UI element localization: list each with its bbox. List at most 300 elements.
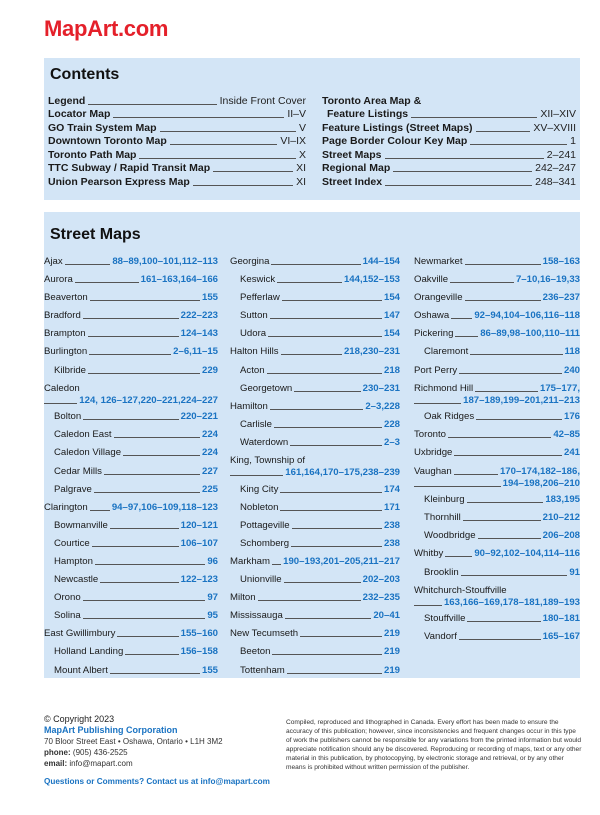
entry-line <box>44 256 218 268</box>
leader-line <box>451 318 472 319</box>
leader-line <box>448 437 551 438</box>
leader-line <box>193 185 293 186</box>
leader-line <box>282 300 382 301</box>
contents-entry-label: Feature Listings <box>327 108 409 120</box>
leader-line <box>94 492 200 493</box>
map-pages: 165–167 <box>542 631 580 643</box>
map-pages: 147 <box>383 310 400 322</box>
leader-line <box>454 474 498 475</box>
email-link[interactable]: info@mapart.com <box>69 759 133 768</box>
sub-location-entry[interactable] <box>414 342 580 360</box>
leader-line <box>454 455 562 456</box>
map-pages: 225 <box>201 483 218 495</box>
location-entry[interactable] <box>414 581 580 610</box>
sub-location-entry[interactable] <box>44 661 218 679</box>
entry-line <box>44 429 218 441</box>
sub-location-entry[interactable] <box>230 324 400 342</box>
contents-entry[interactable] <box>322 121 576 135</box>
leader-line <box>281 354 342 355</box>
contents-entry-page: 248–341 <box>535 175 576 188</box>
entry-line <box>44 411 218 423</box>
location-name: Brampton <box>44 328 86 340</box>
map-pages: 155–160 <box>180 628 218 640</box>
location-name: Palgrave <box>54 483 92 495</box>
email-line <box>44 758 274 769</box>
entry-line-2 <box>414 478 580 490</box>
leader-line <box>114 437 200 438</box>
sub-location-entry[interactable] <box>414 526 580 544</box>
contents-left-column <box>48 94 306 189</box>
contents-entry-page: V <box>298 121 306 134</box>
location-name: Bolton <box>54 411 82 423</box>
street-maps-column-3 <box>414 252 580 645</box>
location-entry[interactable] <box>414 306 580 324</box>
sub-location-entry[interactable] <box>44 606 218 624</box>
entry-line <box>230 292 400 304</box>
location-name: Hamilton <box>230 400 268 412</box>
contents-entry-label: Legend <box>48 94 86 107</box>
location-name: Milton <box>230 592 256 604</box>
map-pages: 96 <box>207 556 218 567</box>
entry-line <box>414 365 580 377</box>
location-entry[interactable] <box>414 361 580 379</box>
sub-location-entry[interactable] <box>414 508 580 526</box>
location-name: Whitby <box>414 548 444 560</box>
location-name: Newmarket <box>414 256 463 267</box>
sub-location-entry[interactable] <box>230 415 400 433</box>
location-name: Acton <box>240 364 265 376</box>
location-name: Udora <box>240 328 267 340</box>
entry-line <box>230 665 400 677</box>
entry-line <box>44 383 218 395</box>
phone-line <box>44 747 274 758</box>
map-pages: 240 <box>563 364 580 376</box>
entry-line <box>414 466 580 478</box>
map-pages: 232–235 <box>362 592 400 604</box>
leader-line <box>90 300 200 301</box>
sub-location-entry[interactable] <box>230 361 400 379</box>
entry-line <box>230 610 400 622</box>
leader-line <box>160 131 296 132</box>
street-maps-column-2 <box>230 252 400 679</box>
leader-line <box>292 528 382 529</box>
sub-location-entry[interactable] <box>414 490 580 508</box>
map-pages: 206–208 <box>542 530 580 542</box>
entry-line <box>414 383 580 395</box>
sub-location-entry[interactable] <box>44 588 218 606</box>
location-entry[interactable] <box>414 252 580 270</box>
location-entry[interactable] <box>230 252 400 270</box>
contents-entry[interactable] <box>322 148 576 162</box>
contents-entry[interactable] <box>48 94 306 108</box>
contents-entry[interactable] <box>48 148 306 162</box>
map-pages: 120–121 <box>180 519 218 531</box>
leader-line <box>100 582 178 583</box>
contents-entry-label: Toronto Path Map <box>48 148 137 161</box>
leader-line <box>117 636 178 637</box>
location-name: Woodbridge <box>424 530 476 542</box>
location-entry[interactable] <box>230 552 400 570</box>
location-name: Vandorf <box>424 631 457 643</box>
map-pages: 2–3,228 <box>365 400 400 412</box>
map-pages-continued: 194–198,206–210 <box>502 477 580 489</box>
entry-line <box>44 346 218 358</box>
sub-location-entry[interactable] <box>230 379 400 397</box>
leader-line <box>280 510 382 511</box>
location-name: Mount Albert <box>54 664 108 676</box>
location-entry[interactable] <box>44 342 218 360</box>
sub-location-entry[interactable] <box>414 407 580 425</box>
map-pages: 183,195 <box>545 494 580 506</box>
entry-line <box>44 466 218 478</box>
map-pages: 238 <box>383 519 400 531</box>
entry-line-2 <box>230 467 400 479</box>
entry-line <box>414 567 580 579</box>
map-pages: 222–223 <box>180 310 218 322</box>
location-name: Orono <box>54 592 81 604</box>
leader-line <box>463 520 541 521</box>
location-entry[interactable] <box>414 443 580 461</box>
map-pages: 42–85 <box>553 429 580 441</box>
sub-location-entry[interactable] <box>230 306 400 324</box>
contents-entry-label: Street Maps <box>322 148 382 161</box>
map-pages: 224 <box>201 447 218 459</box>
map-pages: 241 <box>563 447 580 459</box>
location-name: Kleinburg <box>424 494 465 506</box>
entry-line <box>44 665 218 677</box>
leader-line <box>75 282 139 283</box>
location-name: Georgina <box>230 256 270 267</box>
map-pages: 97 <box>207 592 218 604</box>
location-entry[interactable] <box>414 544 580 562</box>
leader-line <box>110 673 200 674</box>
leader-line <box>414 486 501 487</box>
contents-entry[interactable] <box>48 135 306 149</box>
entry-line <box>44 646 218 658</box>
entry-line <box>44 274 218 286</box>
sub-location-entry[interactable] <box>414 627 580 645</box>
location-name: Markham <box>230 556 270 567</box>
contents-entry-label: Union Pearson Express Map <box>48 175 190 188</box>
map-pages: 155 <box>201 292 218 304</box>
contents-entry[interactable] <box>48 175 306 189</box>
leader-line <box>110 528 179 529</box>
contents-entry-label: TTC Subway / Rapid Transit Map <box>48 162 211 174</box>
entry-line-2 <box>44 395 218 407</box>
location-entry[interactable] <box>414 288 580 306</box>
map-pages: 161–163,164–166 <box>140 274 218 286</box>
entry-line <box>230 502 400 514</box>
leader-line <box>268 336 382 337</box>
location-name: Solina <box>54 610 81 622</box>
map-pages: 154 <box>383 328 400 340</box>
map-pages: 180–181 <box>542 613 580 625</box>
contents-entry[interactable] <box>48 108 306 122</box>
map-pages: 2–3 <box>383 436 400 448</box>
location-entry[interactable] <box>230 588 400 606</box>
leader-line <box>294 391 360 392</box>
leader-line <box>470 354 562 355</box>
sub-location-entry[interactable] <box>44 516 218 534</box>
contents-entry[interactable] <box>322 175 576 189</box>
location-name: King, Township of <box>230 455 306 467</box>
entry-line <box>414 328 580 340</box>
email-label: email: <box>44 759 68 768</box>
map-pages: 155 <box>201 664 218 676</box>
sub-location-entry[interactable] <box>230 480 400 498</box>
leader-line <box>470 144 567 145</box>
entry-line <box>414 346 580 358</box>
map-pages: 20–41 <box>373 610 400 622</box>
contents-entry-page: VI–IX <box>280 135 306 147</box>
sub-location-entry[interactable] <box>230 570 400 588</box>
leader-line <box>414 605 442 606</box>
entry-line <box>44 556 218 568</box>
location-entry[interactable] <box>44 498 218 516</box>
leader-line <box>465 300 541 301</box>
leader-line <box>450 282 514 283</box>
leader-line <box>290 445 382 446</box>
entry-line <box>230 592 400 604</box>
leader-line <box>270 409 363 410</box>
sub-location-entry[interactable] <box>230 661 400 679</box>
sub-location-entry[interactable] <box>230 433 400 451</box>
map-pages: 230–231 <box>362 382 400 394</box>
location-name: Pottageville <box>240 519 290 531</box>
leader-line <box>411 117 537 118</box>
leader-line <box>92 546 179 547</box>
leader-line <box>258 600 361 601</box>
entry-line <box>230 455 400 467</box>
location-entry[interactable] <box>230 451 400 480</box>
location-name: King City <box>240 483 279 495</box>
location-entry[interactable] <box>230 606 400 624</box>
map-pages: 171 <box>383 501 400 513</box>
location-entry[interactable] <box>44 624 218 642</box>
leader-line <box>445 556 472 557</box>
sub-location-entry[interactable] <box>414 563 580 581</box>
entry-line <box>414 512 580 524</box>
leader-line <box>113 117 284 118</box>
leader-line <box>123 455 200 456</box>
mapart-logo: MapArt.com <box>44 16 169 41</box>
leader-line <box>90 510 110 511</box>
map-pages-continued: 163,166–169,178–181,189–193 <box>443 596 580 608</box>
map-pages: 95 <box>207 610 218 622</box>
location-name: Toronto <box>414 429 446 441</box>
sub-location-entry[interactable] <box>44 570 218 588</box>
map-pages: 7–10,16–19,33 <box>515 274 580 286</box>
location-name: Ajax <box>44 256 63 267</box>
entry-line <box>230 437 400 449</box>
sub-location-entry[interactable] <box>44 552 218 570</box>
map-pages: 170–174,182–186, <box>499 465 580 477</box>
location-name: Oak Ridges <box>424 411 475 423</box>
location-name: Kilbride <box>54 364 86 376</box>
location-name: Uxbridge <box>414 447 453 459</box>
leader-line <box>88 104 216 105</box>
sub-location-entry[interactable] <box>230 642 400 660</box>
disclaimer: Compiled, reproduced and lithographed in Canada. Every effort has been made to ensure the accuracy of this publication; however, since inconsistencies and frequent changes occur in this type of work the publishers cannot be responsible for any variations from the printed information but would appreciate notification should any be discovered. Reproducing or recording of maps, text or any other material in this publication, by photocopying, by electronic storage and retrieval, or by any other means is prohibited without written permission of the publisher. <box>286 719 582 771</box>
entry-line <box>230 484 400 496</box>
sub-location-entry[interactable] <box>230 498 400 516</box>
entry-line <box>414 274 580 286</box>
entry-line <box>230 401 400 413</box>
location-name: Carlisle <box>240 418 272 430</box>
leader-line <box>272 564 281 565</box>
entry-line <box>414 494 580 506</box>
location-name: Newcastle <box>54 574 99 586</box>
location-entry[interactable] <box>230 624 400 642</box>
location-entry[interactable] <box>414 425 580 443</box>
leader-line <box>230 475 283 476</box>
location-entry[interactable] <box>414 462 580 491</box>
copyright: © Copyright 2023 <box>44 714 115 724</box>
contents-entry[interactable] <box>322 108 576 122</box>
entry-line <box>414 411 580 423</box>
contents-entry-label: Locator Map <box>48 108 111 120</box>
map-pages: 229 <box>201 364 218 376</box>
entry-line <box>230 646 400 658</box>
sub-location-entry[interactable] <box>44 361 218 379</box>
leader-line <box>459 373 562 374</box>
map-pages: 219 <box>383 664 400 676</box>
contents-entry[interactable] <box>322 94 576 108</box>
location-entry[interactable] <box>414 379 580 408</box>
entry-line <box>230 310 400 322</box>
contents-entry[interactable] <box>48 162 306 176</box>
contents-entry[interactable] <box>322 135 576 149</box>
map-pages: 92–94,104–106,116–118 <box>474 310 580 322</box>
entry-line <box>44 447 218 459</box>
entry-line <box>230 520 400 532</box>
leader-line <box>139 158 296 159</box>
location-name: Bradford <box>44 310 81 322</box>
map-pages: 124–143 <box>180 328 218 340</box>
map-pages: 144,152–153 <box>343 274 400 286</box>
entry-line <box>44 484 218 496</box>
location-name: Tottenham <box>240 664 285 676</box>
entry-line <box>230 574 400 586</box>
contents-entry-page: X <box>298 148 306 161</box>
map-pages: 210–212 <box>542 512 580 524</box>
leader-line <box>104 474 200 475</box>
location-name: Keswick <box>240 274 276 286</box>
entry-line <box>44 292 218 304</box>
sub-location-entry[interactable] <box>44 407 218 425</box>
location-name: Caledon Village <box>54 447 122 459</box>
contact-link[interactable]: Questions or Comments? Contact us at info@mapart.com <box>44 777 270 786</box>
location-entry[interactable] <box>44 324 218 342</box>
map-pages: 158–163 <box>542 256 580 267</box>
entry-line <box>414 530 580 542</box>
location-name: Bowmanville <box>54 519 108 531</box>
leader-line <box>465 264 541 265</box>
contents-entry-label: Regional Map <box>322 162 391 174</box>
sub-location-entry[interactable] <box>44 462 218 480</box>
location-entry[interactable] <box>44 252 218 270</box>
leader-line <box>461 575 568 576</box>
sub-location-entry[interactable] <box>230 288 400 306</box>
contents-entry[interactable] <box>48 121 306 135</box>
location-name: Waterdown <box>240 436 289 448</box>
location-entry[interactable] <box>230 342 400 360</box>
location-name: Beeton <box>240 646 271 658</box>
location-entry[interactable] <box>414 324 580 342</box>
leader-line <box>300 636 382 637</box>
location-entry[interactable] <box>44 270 218 288</box>
leader-line <box>285 618 372 619</box>
sub-location-entry[interactable] <box>44 480 218 498</box>
sub-location-entry[interactable] <box>44 443 218 461</box>
sub-location-entry[interactable] <box>44 642 218 660</box>
location-entry[interactable] <box>44 306 218 324</box>
location-entry[interactable] <box>414 270 580 288</box>
map-pages: 219 <box>383 646 400 658</box>
street-maps-column-1 <box>44 252 218 679</box>
leader-line <box>385 185 532 186</box>
location-name: Pickering <box>414 328 454 340</box>
entry-line <box>230 628 400 640</box>
location-entry[interactable] <box>44 379 218 408</box>
contents-entry-page: Inside Front Cover <box>219 94 306 107</box>
location-name: Schomberg <box>240 537 290 549</box>
location-name: Stouffville <box>424 613 466 625</box>
entry-line <box>414 292 580 304</box>
contents-entry-label: Page Border Colour Key Map <box>322 135 468 147</box>
map-pages: 122–123 <box>180 574 218 586</box>
location-entry[interactable] <box>230 397 400 415</box>
sub-location-entry[interactable] <box>230 534 400 552</box>
map-pages: 106–107 <box>180 537 218 549</box>
phone: (905) 436-2525 <box>72 748 128 757</box>
location-name: East Gwillimbury <box>44 628 116 640</box>
location-entry[interactable] <box>44 288 218 306</box>
leader-line <box>280 492 382 493</box>
entry-line <box>230 256 400 268</box>
location-name: Claremont <box>424 346 469 358</box>
sub-location-entry[interactable] <box>230 516 400 534</box>
contents-entry[interactable] <box>322 162 576 176</box>
leader-line <box>475 391 538 392</box>
sub-location-entry[interactable] <box>44 534 218 552</box>
map-pages: 154 <box>383 292 400 304</box>
contents-entry-page: II–V <box>287 108 306 120</box>
map-pages: 224 <box>201 429 218 441</box>
entry-line <box>414 429 580 441</box>
map-pages: 176 <box>563 411 580 423</box>
leader-line <box>213 171 293 172</box>
leader-line <box>455 336 478 337</box>
sub-location-entry[interactable] <box>230 270 400 288</box>
leader-line <box>267 373 382 374</box>
map-pages: 220–221 <box>180 411 218 423</box>
contents-entry-label: Street Index <box>322 175 383 188</box>
address: 70 Bloor Street East • Oshawa, Ontario • L1H 3M2 <box>44 737 223 746</box>
leader-line <box>95 564 205 565</box>
leader-line <box>170 144 278 145</box>
map-pages: 144–154 <box>362 256 400 267</box>
leader-line <box>88 336 179 337</box>
leader-line <box>83 600 206 601</box>
map-pages: 218,230–231 <box>343 346 400 358</box>
sub-location-entry[interactable] <box>44 425 218 443</box>
location-name: Richmond Hill <box>414 382 474 394</box>
sub-location-entry[interactable] <box>414 609 580 627</box>
leader-line <box>270 318 382 319</box>
map-pages: 86–89,98–100,110–111 <box>480 328 580 340</box>
map-pages-continued: 124, 126–127,220–221,224–227 <box>79 394 218 406</box>
